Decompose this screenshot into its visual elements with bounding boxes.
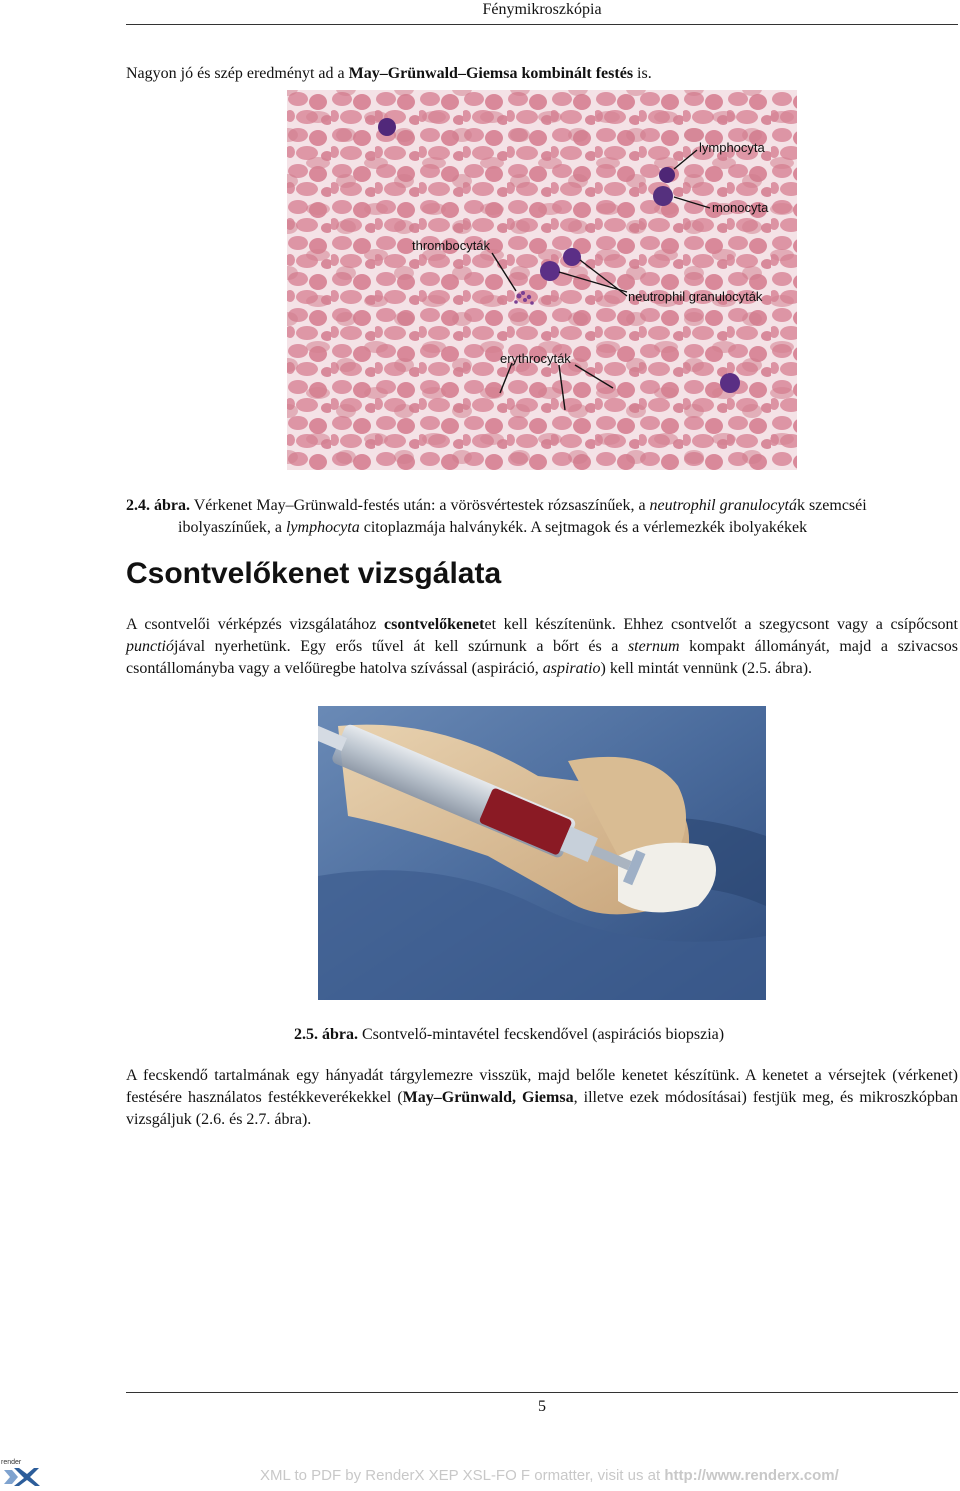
para-text-3: jával nyerhetünk. Egy erős tűvel át kell szúrnunk a bőrt és a [174, 638, 628, 655]
watermark-link[interactable]: http://www.renderx.com/ [664, 1467, 839, 1484]
neutrophil-cell-icon [540, 261, 560, 281]
para2-text-2: , illetve ezek módosításai) festjük meg, és mikroszkópban vizsgáljuk (2.6. és 2.7. ábra). [126, 1089, 959, 1128]
aspiration-photo-figure [318, 706, 766, 1000]
intro-text: Nagyon jó és szép eredményt ad a [126, 65, 349, 82]
running-header [126, 0, 958, 25]
para-text-5: ) kell mintát vennünk (2.5. ábra). [600, 660, 813, 677]
caption-text-fig2: Csontvelő-mintavétel fecskendővel (aspirációs biopszia) [358, 1026, 725, 1043]
caption-number-2: 2.5. ábra. [294, 1026, 358, 1043]
para2-text: A fecskendő tartalmának egy hányadát tárgylemezre visszük, majd belőle kenetet készítünk. A kenetet a vérsejtek (vérkenet) festésére használatos festékkeverékekkel ( [126, 1067, 958, 1106]
renderx-logo-icon [0, 1456, 40, 1486]
label-neutrophil: neutrophil granulocyták [628, 289, 763, 304]
bone-marrow-aspiration-photo-icon [318, 706, 766, 1000]
logo-text: render [1, 1459, 22, 1466]
body-paragraph-2 [126, 1065, 958, 1131]
para-italic: punctió [126, 638, 174, 655]
monocyte-cell-icon [653, 186, 673, 206]
para-text-2: et kell készítenünk. Ehhez csontvelőt a szegycsont vagy a csípőcsont [484, 616, 958, 633]
label-thrombocytak: thrombocyták [412, 238, 491, 253]
caption-italic: neutrophil granulocytá [649, 497, 797, 514]
caption-text-3: citoplazmája halványkék. A sejtmagok és a vérlemezkék ibolyakékek [359, 519, 808, 536]
body-paragraph-1 [126, 614, 958, 680]
label-erythrocytak: erythrocyták [500, 351, 571, 366]
caption-text-2: k szemcséi ibolyaszínűek, a [178, 497, 867, 536]
para-bold: csontvelőkenet [384, 616, 485, 633]
cell-nucleus-icon-2 [720, 373, 740, 393]
running-header-title: Fénymikroszkópia [482, 1, 602, 18]
para2-bold: May–Grünwald, Giemsa [402, 1089, 574, 1106]
footer-rule [126, 1392, 958, 1393]
intro-paragraph [126, 63, 958, 85]
intro-text-end: is. [633, 65, 652, 82]
para-italic-3: aspiratio [542, 660, 601, 677]
label-monocyta: monocyta [712, 200, 769, 215]
neutrophil-cell-icon-2 [563, 248, 581, 266]
figure-2-4-caption [126, 495, 958, 539]
intro-bold-text: May–Grünwald–Giemsa kombinált festés [348, 65, 634, 82]
label-lymphocyta: lymphocyta [699, 140, 765, 155]
page-number: 5 [538, 1398, 546, 1415]
blood-smear-figure [287, 90, 797, 470]
cell-nucleus-icon [378, 118, 396, 136]
para-text: A csontvelői vérképzés vizsgálatához [126, 616, 385, 633]
para-italic-2: sternum [627, 638, 680, 655]
blood-smear-micrograph-icon [287, 90, 797, 470]
section-title: Csontvelőkenet vizsgálata [126, 557, 502, 590]
lymphocyte-cell-icon [659, 167, 675, 183]
watermark-text: XML to PDF by RenderX XEP XSL-FO F ormatter, visit us at [260, 1467, 665, 1484]
para-text-4: kompakt állományát, majd a szivacsos csontállományba vagy a velőüregbe hatolva szívással (aspiráció, [126, 638, 958, 677]
caption-italic-2: lymphocyta [285, 519, 360, 536]
renderx-watermark [260, 1467, 839, 1484]
figure-2-5-caption [294, 1024, 724, 1046]
caption-text: Vérkenet May–Grünwald-festés után: a vörösvértestek rózsaszínűek, a [190, 497, 650, 514]
caption-number: 2.4. ábra. [126, 497, 190, 514]
